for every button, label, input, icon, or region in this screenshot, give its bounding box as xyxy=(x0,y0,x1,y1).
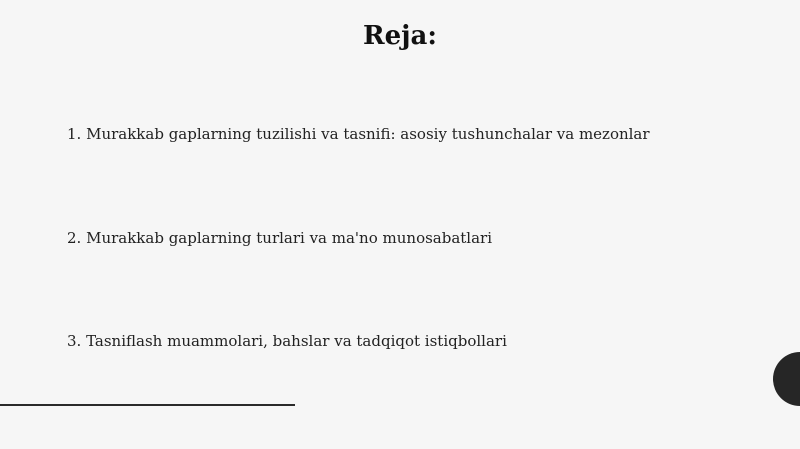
plan-item-1: 1. Murakkab gaplarning tuzilishi va tasnifi: asosiy tushunchalar va mezonlar xyxy=(67,125,650,143)
slide-title: Reja: xyxy=(362,21,437,51)
next-slide-circle-icon[interactable] xyxy=(773,352,800,406)
plan-item-3: 3. Tasniflash muammolari, bahslar va tadqiqot istiqbollari xyxy=(67,332,507,350)
plan-item-2: 2. Murakkab gaplarning turlari va ma'no munosabatlari xyxy=(67,229,493,247)
decorative-divider-line xyxy=(0,404,295,406)
